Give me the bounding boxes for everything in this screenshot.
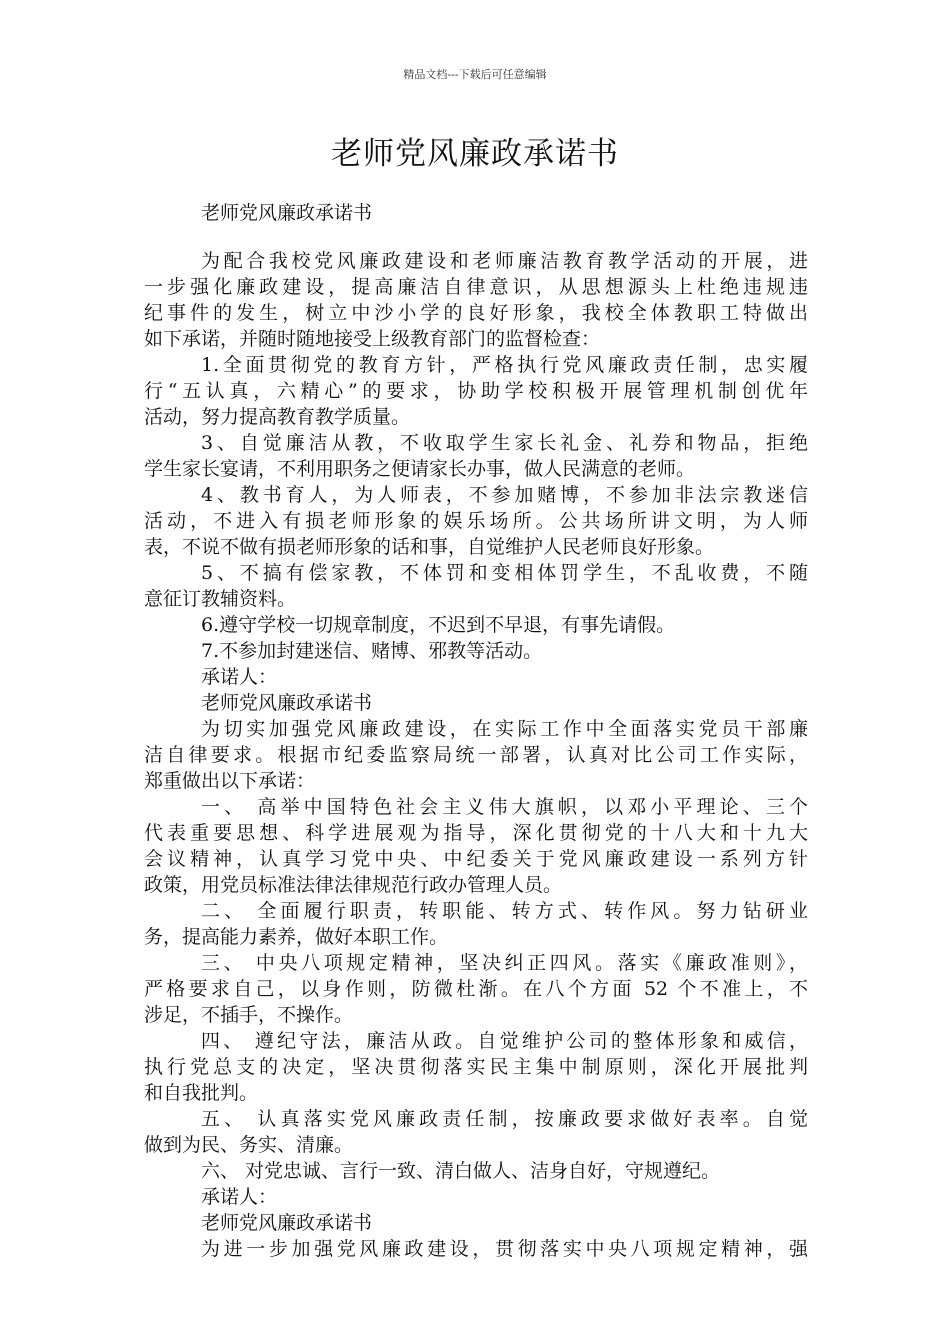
- paragraph-line: 会议精神，认真学习党中央、中纪委关于党风廉政建设一系列方针: [144, 848, 808, 870]
- paragraph-line: 为进一步加强党风廉政建设，贯彻落实中央八项规定精神，强: [201, 1238, 808, 1260]
- paragraph-line: 三、 中央八项规定精神，坚决纠正四风。落实《廉政准则》，: [201, 952, 808, 974]
- paragraph-line: 活动，不进入有损老师形象的娱乐场所。公共场所讲文明，为人师: [144, 510, 808, 532]
- paragraph-line: 做到为民、务实、清廉。: [144, 1134, 354, 1156]
- paragraph-line: 涉足，不插手，不操作。: [144, 1004, 354, 1026]
- paragraph-line: 二、 全面履行职责，转职能、转方式、转作风。努力钻研业: [201, 900, 808, 922]
- paragraph-line: 为切实加强党风廉政建设，在实际工作中全面落实党员干部廉: [201, 718, 808, 740]
- paragraph-line: 四、 遵纪守法，廉洁从政。自觉维护公司的整体形象和威信，: [201, 1030, 808, 1052]
- paragraph-line: 4、教书育人，为人师表，不参加赌博，不参加非法宗教迷信: [201, 484, 808, 506]
- paragraph-line: 代表重要思想、科学进展观为指导，深化贯彻党的十八大和十九大: [144, 822, 808, 844]
- section-heading: 老师党风廉政承诺书: [201, 1212, 373, 1234]
- paragraph-line: 务，提高能力素养，做好本职工作。: [144, 926, 449, 948]
- signature-label: 承诺人：: [201, 666, 278, 688]
- section-heading: 老师党风廉政承诺书: [201, 202, 373, 224]
- paragraph-line: 为配合我校党风廉政建设和老师廉洁教育教学活动的开展，进: [201, 250, 808, 272]
- paragraph-line: 纪事件的发生，树立中沙小学的良好形象，我校全体教职工特做出: [144, 302, 808, 324]
- paragraph-line: 执行党总支的决定，坚决贯彻落实民主集中制原则，深化开展批判: [144, 1056, 808, 1078]
- paragraph-line: 一步强化廉政建设，提高廉洁自律意识，从思想源头上杜绝违规违: [144, 276, 808, 298]
- paragraph-line: 和自我批判。: [144, 1082, 259, 1104]
- signature-label: 承诺人：: [201, 1186, 278, 1208]
- paragraph-line: 1.全面贯彻党的教育方针，严格执行党风廉政责任制，忠实履: [201, 354, 808, 376]
- header-note: 精品文档---下载后可任意编辑: [403, 68, 547, 81]
- section-heading: 老师党风廉政承诺书: [201, 692, 373, 714]
- paragraph-line: 意征订教辅资料。: [144, 588, 297, 610]
- paragraph-line: 5、不搞有偿家教，不体罚和变相体罚学生，不乱收费，不随: [201, 562, 808, 584]
- paragraph-line: 行“五认真，六精心”的要求，协助学校积极开展管理机制创优年: [144, 380, 808, 402]
- paragraph-line: 6.遵守学校一切规章制度，不迟到不早退，有事先请假。: [201, 614, 676, 636]
- paragraph-line: 学生家长宴请，不利用职务之便请家长办事，做人民满意的老师。: [144, 458, 696, 480]
- paragraph-line: 严格要求自己，以身作则，防微杜渐。在八个方面 52 个不准上，不: [144, 978, 808, 1000]
- paragraph-line: 郑重做出以下承诺：: [144, 770, 316, 792]
- paragraph-line: 洁自律要求。根据市纪委监察局统一部署，认真对比公司工作实际，: [144, 744, 808, 766]
- paragraph-line: 一、 高举中国特色社会主义伟大旗帜，以邓小平理论、三个: [201, 796, 808, 818]
- paragraph-line: 六、 对党忠诚、言行一致、清白做人、洁身自好，守规遵纪。: [201, 1160, 721, 1182]
- paragraph-line: 五、 认真落实党风廉政责任制，按廉政要求做好表率。自觉: [201, 1108, 808, 1130]
- paragraph-line: 7.不参加封建迷信、赌博、邪教等活动。: [201, 640, 543, 662]
- paragraph-line: 政策，用党员标准法律法律规范行政办管理人员。: [144, 874, 563, 896]
- paragraph-line: 活动，努力提高教育教学质量。: [144, 406, 411, 428]
- document-title: 老师党风廉政承诺书: [331, 136, 619, 172]
- paragraph-line: 如下承诺，并随时随地接受上级教育部门的监督检查：: [144, 328, 601, 350]
- paragraph-line: 3、自觉廉洁从教，不收取学生家长礼金、礼券和物品，拒绝: [201, 432, 808, 454]
- paragraph-line: 表，不说不做有损老师形象的话和事，自觉维护人民老师良好形象。: [144, 536, 715, 558]
- document-body: [144, 200, 808, 1262]
- blank-line: [144, 226, 808, 248]
